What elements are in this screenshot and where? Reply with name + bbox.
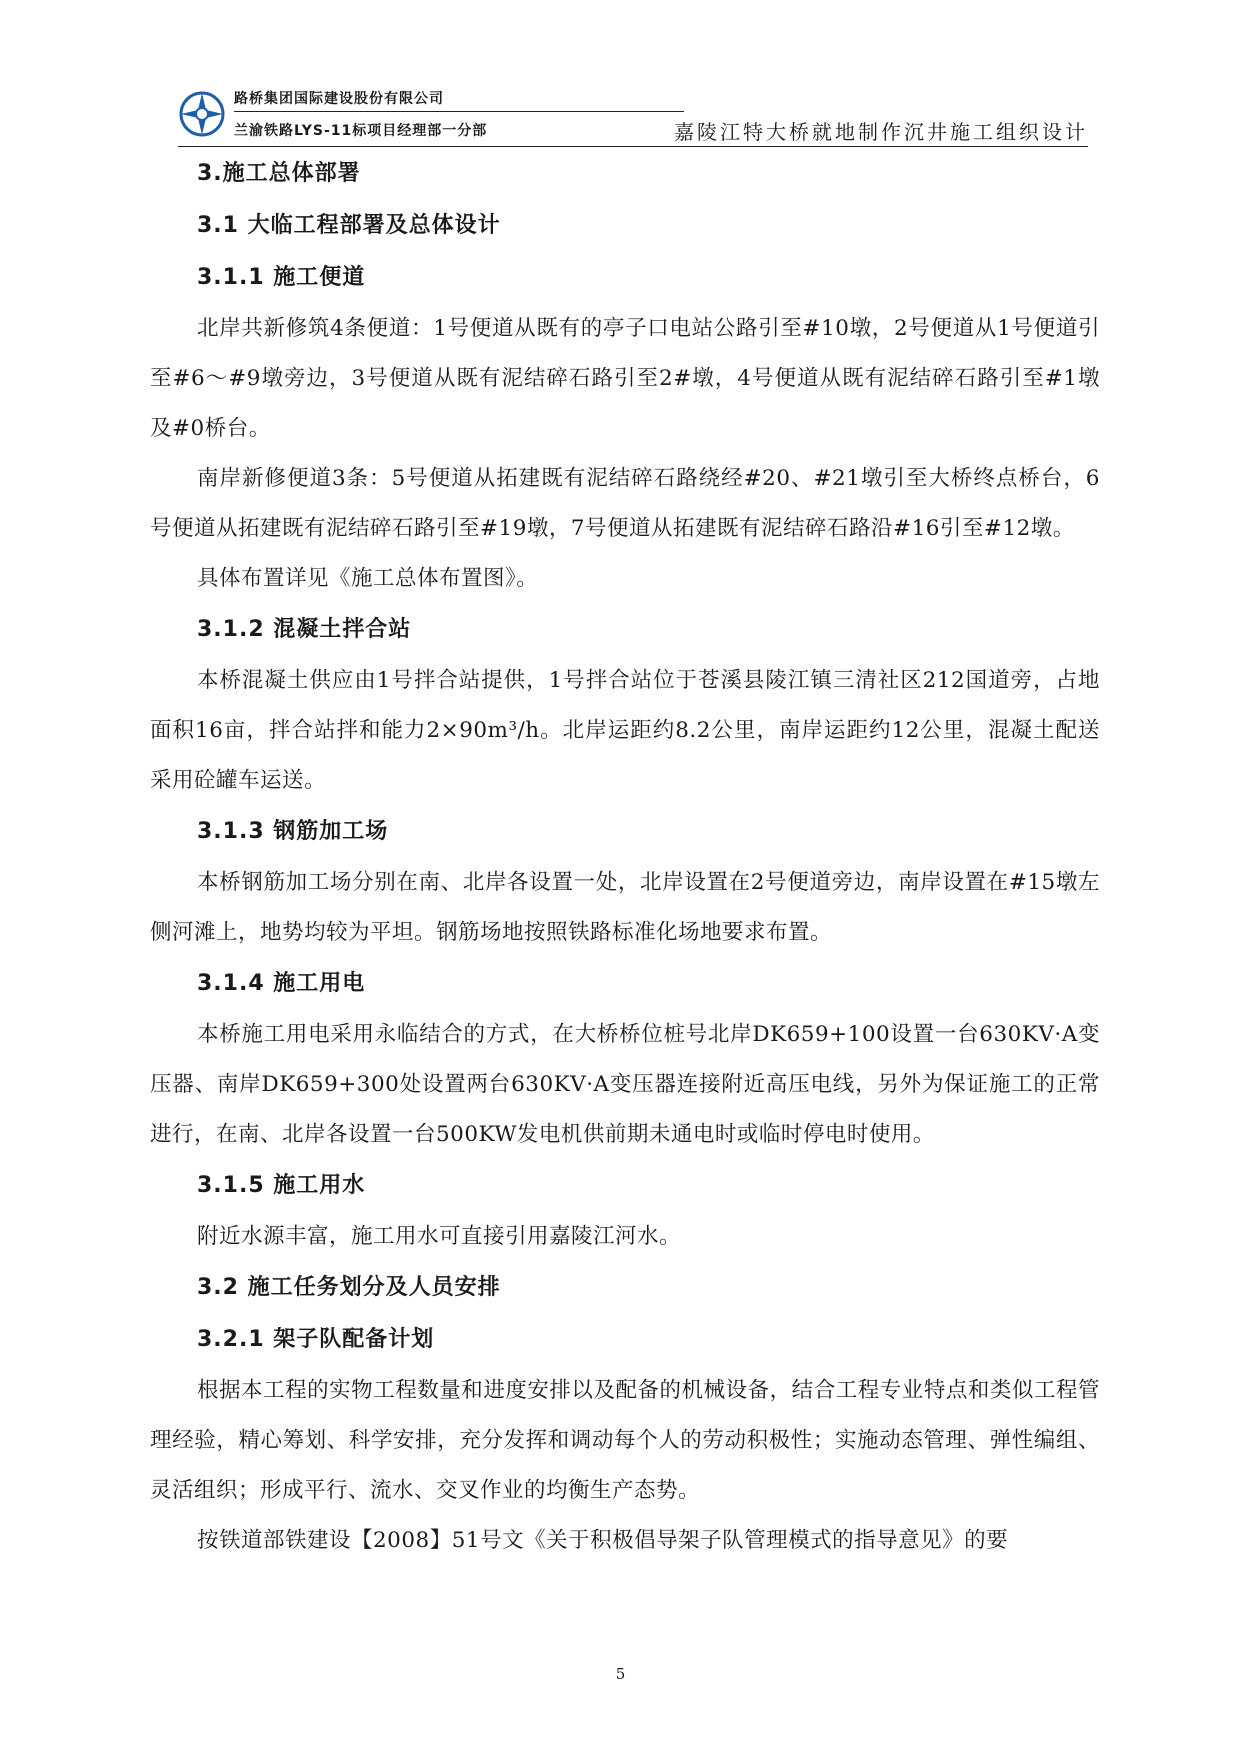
document-title: 嘉陵江特大桥就地制作沉井施工组织设计 xyxy=(674,120,1088,144)
page-header xyxy=(178,84,1088,144)
paragraph-rebar-yard: 本桥钢筋加工场分别在南、北岸各设置一处，北岸设置在2号便道旁边，南岸设置在#15墩左侧河滩上，地势均较为平坦。钢筋场地按照铁路标准化场地要求布置。 xyxy=(150,870,1100,945)
heading-3-1-1: 3.1.1 施工便道 xyxy=(197,265,366,290)
heading-3-1: 3.1 大临工程部署及总体设计 xyxy=(197,213,501,238)
company-logo-icon xyxy=(178,90,226,138)
page-content xyxy=(150,148,1100,1566)
company-name: 路桥集团国际建设股份有限公司 xyxy=(234,91,444,107)
paragraph-mixing-station: 本桥混凝土供应由1号拌合站提供，1号拌合站位于苍溪县陵江镇三清社区212国道旁，占地面积16亩，拌合站拌和能力2×90m³/h。北岸运距约8.2公里，南岸运距约12公里，混凝土配送采用砼罐车运送。 xyxy=(150,668,1100,793)
header-rule xyxy=(178,146,1088,147)
heading-3-1-4: 3.1.4 施工用电 xyxy=(197,971,366,996)
paragraph-ministry-doc: 按铁道部铁建设【2008】51号文《关于积极倡导架子队管理模式的指导意见》的要 xyxy=(197,1528,1009,1553)
paragraph-electricity: 本桥施工用电采用永临结合的方式，在大桥桥位桩号北岸DK659+100设置一台630KV·A变压器、南岸DK659+300处设置两台630KV·A变压器连接附近高压电线，另外为保证施工的正常进行，在南、北岸各设置一台500KW发电机供前期未通电时或临时停电时使用。 xyxy=(150,1022,1100,1147)
heading-3-1-5: 3.1.5 施工用水 xyxy=(197,1173,366,1198)
paragraph-team-plan: 根据本工程的实物工程数量和进度安排以及配备的机械设备，结合工程专业特点和类似工程管理经验，精心筹划、科学安排，充分发挥和调动每个人的劳动积极性；实施动态管理、弹性编组、灵活组织；形成平行、流水、交叉作业的均衡生产态势。 xyxy=(150,1378,1100,1503)
heading-3-1-3: 3.1.3 钢筋加工场 xyxy=(197,819,389,844)
paragraph-north-roads: 北岸共新修筑4条便道：1号便道从既有的亭子口电站公路引至#10墩，2号便道从1号便道引至#6～#9墩旁边，3号便道从既有泥结碎石路引至2#墩，4号便道从既有泥结碎石路引至#1墩及#0桥台。 xyxy=(150,316,1100,441)
paragraph-south-roads: 南岸新修便道3条：5号便道从拓建既有泥结碎石路绕经#20、#21墩引至大桥终点桥台，6号便道从拓建既有泥结碎石路引至#19墩，7号便道从拓建既有泥结碎石路沿#16引至#12墩。 xyxy=(150,466,1100,541)
heading-3-1-2: 3.1.2 混凝土拌合站 xyxy=(197,617,412,642)
page-number: 5 xyxy=(615,1665,626,1683)
heading-3: 3.施工总体部署 xyxy=(197,161,361,186)
heading-3-2: 3.2 施工任务划分及人员安排 xyxy=(197,1275,501,1300)
paragraph-water: 附近水源丰富，施工用水可直接引用嘉陵江河水。 xyxy=(197,1224,682,1249)
header-divider xyxy=(234,111,684,112)
heading-3-2-1: 3.2.1 架子队配备计划 xyxy=(197,1327,435,1352)
department-name: 兰渝铁路LYS-11标项目经理部一分部 xyxy=(234,123,488,139)
paragraph-layout-ref: 具体布置详见《施工总体布置图》。 xyxy=(197,566,539,591)
